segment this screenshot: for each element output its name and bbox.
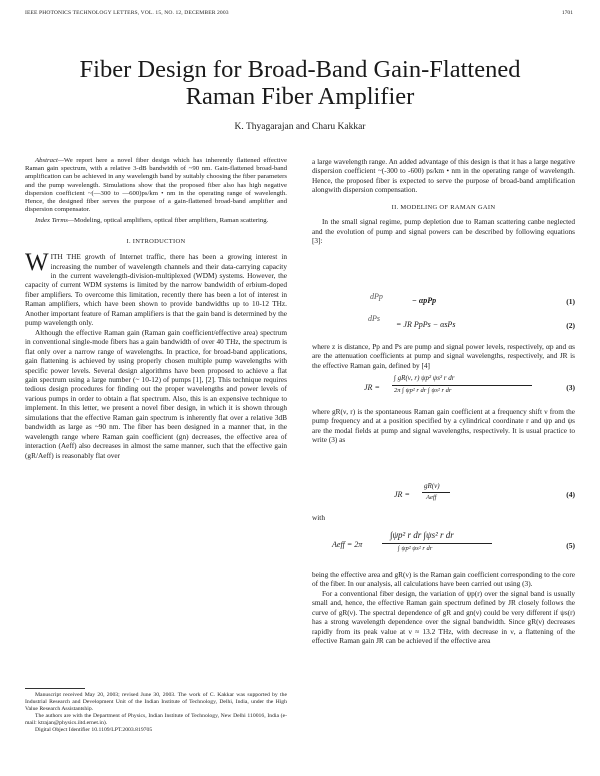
right-column-top — [312, 157, 575, 246]
eq2-number: (2) — [566, 321, 575, 330]
running-header: IEEE PHOTONICS TECHNOLOGY LETTERS, VOL. 15, NO. 12, DECEMBER 2003 — [25, 10, 229, 16]
eq4-number: (4) — [566, 490, 575, 499]
author-list: K. Thyagarajan and Charu Kakkar — [234, 122, 366, 132]
section-heading-introduction: I. INTRODUCTION — [126, 237, 186, 245]
eq5-fraction-bar — [382, 543, 492, 544]
right-paragraph-4: where gR(ν, r) is the spontaneous Raman gain coefficient at a frequency shift ν from the pump frequency and at a position specified by a cylindrical coordinate r and ψp and ψs are the modal fields at pump and signal wavelengths, respectively. It is usual practice to write (3) as — [312, 407, 575, 445]
eq4-denominator: Aeff — [426, 494, 437, 501]
eq3-number: (3) — [566, 383, 575, 392]
footnote-manuscript: Manuscript received May 20, 2003; revised June 30, 2003. The work of C. Kakkar was supported by the Industrial Research and Development Unit of the Indian Institute of Technology, Delhi, India, under the High Value Research Assistantship. — [25, 692, 287, 712]
eq2-rhs: = JR PpPs − αsPs — [396, 320, 456, 329]
right-paragraph-2: In the small signal regime, pump depletion due to Raman scattering canbe neglected and the evolution of pump and signal powers can be described by following equations [3]: — [312, 217, 575, 246]
title-line-2: Raman Fiber Amplifier — [185, 83, 415, 110]
right-paragraph-1: a large wavelength range. An added advantage of this design is that it has a large negative dispersion coefficient ~(-300 to -600) ps/km • nm in the operating range of wavelength. Hence, the proposed fiber is expected to serve the purpose of broad-band amplification alongwith dispersion compensation. — [312, 157, 575, 195]
with-block — [312, 513, 575, 522]
right-paragraph-6: For a conventional fiber design, the variation of ψp(r) over the signal band is usually small and, hence, the effective Raman gain spectrum defined by JR closely follows the curve of gR(ν). The spectral dependence of gR and gn(ν) could be very different if ψs(r) has a strong wavelength dependence over the signal bandwidth. Since gR(ν) decreases rapidly from its peak value at ν ≈ 13.2 THz, with decrease in ν, a flattening of the effective Raman gain JR can be achieved if the effective area — [312, 588, 575, 646]
eq3-denominator: 2π ∫ ψp² r dr ∫ ψs² r dr — [394, 387, 452, 394]
page-number: 1701 — [561, 10, 573, 16]
right-paragraph-5: being the effective area and gR(ν) is the Raman gain coefficient corresponding to the core of the fiber. In our analysis, all calculations have been carried out using (3). — [312, 570, 575, 589]
left-column — [25, 157, 287, 460]
footnote-doi: Digital Object Identifier 10.1109/LPT.2003.819705 — [35, 727, 153, 733]
right-column-bottom — [312, 570, 575, 646]
equation-2 — [312, 314, 575, 336]
intro-paragraph-2: Although the effective Raman gain (Raman gain coefficient/effective area) spectrum in conventional single-mode fibers has a gain bandwidth of over 40 THz, the spectrum is flat only over a narrow range of wavelengths. In practice, for broad-band applications, gain flattening is achieved by using properly chosen multiple pump wavelengths with specific power levels. Several design algorithms have been proposed to achieve a flat gain spectrum using a large number (~ 10-12) of pumps [1], [2]. This technique requires tedious design procedures for finding out the proper wavelengths and power levels of various pumps in order to obtain a flat spectrum. Also, this is an expensive technique to implement. In this letter, we present a novel fiber design, in which it is shown through simulations that the effective Raman gain spectrum is inherently flat over a relative 3dB bandwidth as large as ~90 nm. The fiber has been designed in a manner that, in the wavelength range where Raman gain coefficient (gn) decreases, the effective area of interaction (Aeff) also decreases in almost the same manner, such that the effective gain (gR/Aeff) is reasonably flat over — [25, 327, 287, 460]
eq5-denominator: ∫ ψp² ψs² r dr — [398, 545, 433, 552]
right-para-3-block — [312, 342, 575, 370]
with-text: with — [312, 513, 325, 522]
intro-paragraph-1-text: ITH THE growth of Internet traffic, there has been a growing interest in increasing the number of wavelength channels and their data-carrying capacity in the current wavelength-division-multiplexed (WDM) systems. However, the capacity of current WDM systems is limited by the narrow bandwidth of erbium-doped fiber amplifiers. To overcome this limitation, recently there has been a lot of interest in Raman amplifiers, which have been shown to provide bandwidths up to 10-12 THz. Another important feature of Raman amplifiers is that the gain band is determined by the pump wavelength only. — [25, 252, 287, 328]
abstract-label: Abstract— — [35, 157, 64, 164]
footnote-affiliation: The authors are with the Department of Physics, Indian Institute of Technology, New Delhi 110016, India (e-mail: ktrajan@physics.iitd.ernet.in). — [25, 713, 287, 726]
eq2-lhs: dPs — [368, 314, 380, 323]
equation-5 — [312, 530, 575, 560]
eq1-number: (1) — [566, 297, 575, 306]
abstract — [25, 157, 287, 214]
eq4-fraction-bar — [422, 492, 450, 493]
equation-4 — [312, 482, 575, 508]
section-heading-modeling: II. MODELING OF RAMAN GAIN — [391, 203, 496, 211]
eq5-numerator: ∫ψp² r dr ∫ψs² r dr — [390, 530, 454, 540]
eq1-rhs: − αpPp — [412, 296, 437, 305]
right-para-4-block — [312, 407, 575, 445]
equation-1 — [312, 292, 575, 314]
eq4-numerator: gR(ν) — [424, 482, 440, 490]
dropcap: W — [25, 249, 49, 277]
equation-3 — [312, 374, 575, 400]
eq4-lhs: JR = — [394, 490, 410, 499]
title-line-1: Fiber Design for Broad-Band Gain-Flattened — [79, 56, 521, 83]
footnotes — [25, 692, 287, 734]
footnote-rule — [25, 688, 85, 689]
abstract-text: We report here a novel fiber design which has inherently flattened effective Raman gain spectrum, with a relative 3-dB bandwidth of ~90 nm. Gain-flattened broad-band amplification can be achieved in any wavelength band by suitably choosing the fiber parameters and the pump wavelength. Simulations show that the proposed fiber also has high negative dispersion coefficient ~(—300 to —600)ps/km • nm in the operating range of wavelength. Hence, the designed fiber serves the purpose of a gain-flattened broad-band amplifier and dispersion compensator. — [25, 157, 287, 214]
eq3-lhs: JR = — [364, 383, 380, 392]
right-paragraph-3: where z is distance, Pp and Ps are pump and signal power levels, respectively, αp and αs are the attenuation coefficients at pump and signal wavelengths, respectively, and JR is the effective Raman gain, defined by [4] — [312, 342, 575, 370]
eq3-fraction-bar — [392, 385, 532, 386]
intro-paragraph-1 — [25, 249, 287, 328]
eq3-numerator: ∫ gR(ν, r) ψp² ψs² r dr — [394, 374, 455, 382]
index-terms — [25, 217, 287, 225]
index-terms-label: Index Terms— — [35, 217, 74, 225]
index-terms-text: Modeling, optical amplifiers, optical fiber amplifiers, Raman scattering. — [73, 217, 269, 225]
eq5-lhs: Aeff = 2π — [332, 540, 363, 549]
eq1-lhs: dPp — [370, 292, 383, 301]
paper-title — [0, 56, 600, 110]
eq5-number: (5) — [566, 541, 575, 550]
